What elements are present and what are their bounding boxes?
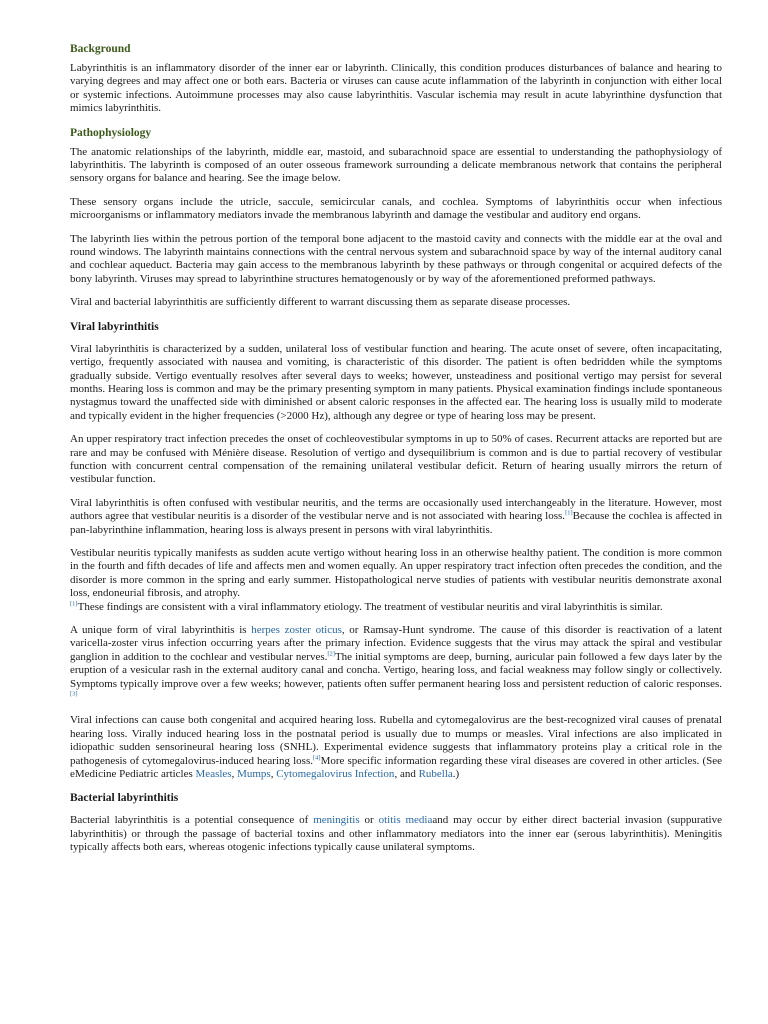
link-otitis-media[interactable]: otitis media [378, 814, 433, 827]
viral-paragraph-6 [70, 714, 722, 781]
heading-pathophysiology: Pathophysiology [70, 126, 152, 139]
pathophysiology-paragraph-4: Viral and bacterial labyrinthitis are sufficiently different to warrant discussing them as separate disease processes. [70, 296, 571, 309]
viral-paragraph-3 [70, 497, 722, 537]
viral-paragraph-2: An upper respiratory tract infection precedes the onset of cochleovestibular symptoms in up to 50% of cases. Recurrent attacks are reported but are rare and may be confused with Ménière disease. Resolution of vertigo and dysequilibrium is common and is due to partial recovery of vestibular function with concurrent central compensation of the remaining unilateral vestibular deficit. Return of hearing usually mirrors the return of vestibular function. [70, 433, 722, 486]
background-paragraph-1: Labyrinthitis is an inflammatory disorder of the inner ear or labyrinth. Clinically, this condition produces disturbances of balance and hearing to varying degrees and may affect one or both ears. Bacteria or viruses can cause acute inflammation of the labyrinth in conjunction with either local or systemic infections. Autoimmune processes may also cause labyrinthitis. Vascular ischemia may result in acute labyrinthine dysfunction that mimics labyrinthitis. [70, 62, 722, 115]
viral-p5-text-a: A unique form of viral labyrinthitis is [70, 624, 252, 636]
link-cytomegalovirus-infection[interactable]: Cytomegalovirus Infection [276, 768, 395, 781]
viral-p6-text-b: More specific information regarding these viral diseases are covered in other articles. (See eMedicine Pediatric articles [70, 754, 722, 781]
viral-paragraph-4 [70, 547, 722, 614]
reference-link-1[interactable]: [1] [70, 599, 78, 607]
viral-p6-sep-1: , [231, 768, 238, 781]
heading-viral-labyrinthitis: Viral labyrinthitis [70, 320, 159, 333]
link-mumps[interactable]: Mumps [237, 768, 271, 781]
bacterial-p1-sep: or [359, 814, 379, 827]
viral-paragraph-5 [70, 624, 722, 704]
bacterial-paragraph-1 [70, 814, 722, 854]
viral-p5-text-b: , or Ramsay-Hunt syndrome. The cause of this disorder is reactivation of a latent varicella-zoster virus infection occurring years after the primary infection. Evidence suggests that the virus may attack the spiral and vestibular ganglion in addition to the cochlear and vestibular nerves. [70, 624, 723, 663]
link-meningitis[interactable]: meningitis [313, 814, 360, 827]
bacterial-p1-text-b: and may occur by either direct bacterial invasion (suppurative labyrinthitis) or through the passage of bacterial toxins and other inflammatory mediators into the inner ear (serous labyrinthitis). Meningitis typically affects both ears, whereas otogenic infections typically cause unilateral symptoms. [70, 814, 722, 854]
heading-background: Background [70, 43, 131, 55]
viral-p6-sep-2: , [270, 768, 277, 781]
reference-link-2[interactable]: [2] [327, 650, 335, 658]
viral-p6-end: .) [452, 768, 460, 781]
bacterial-p1-text-a: Bacterial labyrinthitis is a potential consequence of [70, 814, 314, 827]
link-herpes-zoster-oticus[interactable]: herpes zoster oticus [251, 624, 342, 636]
viral-p3-text-b: Because the cochlea is affected in pan-labyrinthine inflammation, hearing loss is always present in persons with viral labyrinthitis. [70, 510, 722, 536]
viral-p5-text-c: The initial symptoms are deep, burning, auricular pain followed a few days later by the eruption of a vesicular rash in the external auditory canal and concha. Vertigo, hearing loss, and facial weakness may follow singly or collectively. Symptoms typically improve over a few weeks; however, patients often suffer permanent hearing loss and persistent reduction of caloric responses. [70, 650, 723, 690]
link-rubella[interactable]: Rubella [418, 768, 453, 781]
reference-link-4[interactable]: [4] [312, 754, 321, 761]
reference-link-1[interactable]: [1] [565, 509, 573, 517]
pathophysiology-paragraph-1: The anatomic relationships of the labyrinth, middle ear, mastoid, and subarachnoid space are essential to understanding the pathophysiology of labyrinthitis. The labyrinth is composed of an outer osseous framework surrounding a delicate membranous network that contains the peripheral sensory organs for balance and hearing. See the image below. [70, 145, 722, 185]
viral-p6-sep-3: , and [394, 768, 419, 781]
viral-p4-text-b: These findings are consistent with a viral inflammatory etiology. The treatment of vestibular neuritis and viral labyrinthitis is similar. [77, 600, 663, 613]
viral-p3-text-a: Viral labyrinthitis is often confused with vestibular neuritis, and the terms are occasionally used interchangeably in the literature. However, most authors agree that vestibular neuritis is a disorder of the vestibular nerve and is not associated with hearing loss. [70, 496, 722, 523]
pathophysiology-paragraph-3: The labyrinth lies within the petrous portion of the temporal bone adjacent to the mastoid cavity and connects with the middle ear at the oval and round windows. The labyrinth maintains connections with the central nervous system and subarachnoid space by way of the internal auditory canal and cochlear aqueduct. Bacteria may gain access to the membranous labyrinth by these pathways or through congenital or acquired defects of the bony labyrinth. Viruses may spread to labyrinthine structures hematogenously or by way of the aforementioned preformed pathways. [70, 232, 722, 285]
viral-p6-text-a: Viral infections can cause both congenital and acquired hearing loss. Rubella and cytomegalovirus are the best-recognized viral causes of prenatal hearing loss. Virally induced hearing loss in the postnatal period is usually due to mumps or measles. Viral infections are also implicated in idiopathic sudden sensorineural hearing loss (SNHL). Experimental evidence suggests that inflammatory proteins play a critical role in the pathogenesis of cytomegalovirus-induced hearing loss. [70, 714, 722, 767]
viral-p4-text-a: Vestibular neuritis typically manifests as sudden acute vertigo without hearing loss in an otherwise healthy patient. The condition is more common in the fourth and fifth decades of life and affects men and women equally. An upper respiratory tract infection often precedes the condition, and the disorder is more common in the spring and early summer. Histopathological nerve studies of patients with vestibular neuritis demonstrate axonal loss, endoneurial fibrosis, and atrophy. [70, 546, 722, 600]
viral-paragraph-1: Viral labyrinthitis is characterized by a sudden, unilateral loss of vestibular function and hearing. The acute onset of severe, often incapacitating, vertigo, frequently associated with nausea and vomiting, is characteristic of this disorder. The patient is often bedridden while the symptoms gradually subside. Vertigo eventually resolves after several days to weeks; however, unsteadiness and positional vertigo may persist for several months. Hearing loss is common and may be the primary presenting symptom in many patients. Physical examination findings include spontaneous nystagmus toward the unaffected side with diminished or absent caloric responses in the affected ear. The hearing loss is usually mild to moderate and typically evident in the higher frequencies (>2000 Hz), although any degree or type of hearing loss may be present. [70, 342, 722, 422]
heading-bacterial-labyrinthitis: Bacterial labyrinthitis [70, 792, 179, 805]
pathophysiology-paragraph-2: These sensory organs include the utricle, saccule, semicircular canals, and cochlea. Symptoms of labyrinthitis occur when infectious microorganisms or inflammatory mediators invade the membranous labyrinth and damage the vestibular and auditory end organs. [70, 195, 722, 222]
reference-link-3[interactable]: [3] [70, 690, 78, 698]
link-measles[interactable]: Measles [195, 768, 232, 781]
